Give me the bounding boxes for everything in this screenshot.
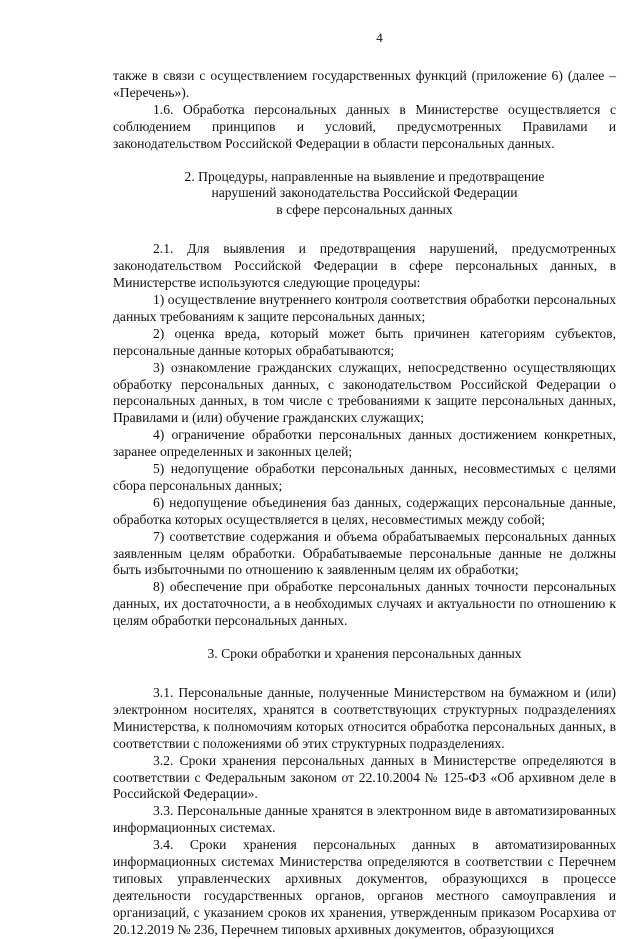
paragraph-3-4: 3.4. Сроки хранения персональных данных в автоматизированных информационных системах Министерства определяются в соответствии с Перечнем типовых управленческих архивных документов, образующихся в процессе деятельности государственных органов, органов местного самоуправления и организаций, с указанием сроков их хранения, утвержденным приказом Росархива от 20.12.2019 № 236, Перечнем типовых архивных документов, образующихся [113,837,616,937]
list-item-2: 2) оценка вреда, который может быть причинен категориям субъектов, персональные данные которых обрабатываются; [113,325,616,358]
section-3-heading [113,646,616,663]
list-item-8: 8) обеспечение при обработке персональных данных точности персональных данных, их достаточности, а в необходимых случаях и актуальности по отношению к целям обработки персональных данных. [113,579,616,629]
list-item-4: 4) ограничение обработки персональных данных достижением конкретных, заранее определенных и законных целей; [113,427,616,460]
section-2-heading-line: в сфере персональных данных [276,202,453,218]
section-2-heading-line: нарушений законодательства Российской Федерации [211,185,518,201]
section-2-heading-line: 2. Процедуры, направленные на выявление и предотвращение [184,168,545,184]
paragraph-continuation: также в связи с осуществлением государственных функций (приложение 6) (далее – «Перечень»). [113,68,616,100]
list-item-3: 3) ознакомление гражданских служащих, непосредственно осуществляющих обработку персональных данных, с законодательством Российской Федерации о персональных данных, в том числе с требованиями к защите персональных данных, Правилами и (или) обучение гражданских служащих; [113,359,616,426]
list-item-5: 5) недопущение обработки персональных данных, несовместимых с целями сбора персональных данных; [113,461,616,493]
list-item-7: 7) соответствие содержания и объема обрабатываемых персональных данных заявленным целям обработки. Обрабатываемые персональные данные не должны быть избыточными по отношению к заявленным целям их обработки; [113,528,616,578]
page-number: 4 [376,30,383,45]
paragraph-3-3: 3.3. Персональные данные хранятся в электронном виде в автоматизированных информационных системах. [113,803,616,836]
list-item-1: 1) осуществление внутреннего контроля соответствия обработки персональных данных требованиям к защите персональных данных; [113,291,616,324]
section-3-heading-line: 3. Сроки обработки и хранения персональных данных [207,646,522,662]
paragraph-1-6: 1.6. Обработка персональных данных в Министерстве осуществляется с соблюдением принципов и условий, предусмотренных Правилами и законодательством Российской Федерации в области персональных данных. [113,101,616,151]
list-item-6: 6) недопущение объединения баз данных, содержащих персональные данные, обработка которых осуществляется в целях, несовместимых между собой; [113,494,616,527]
paragraph-3-1: 3.1. Персональные данные, полученные Министерством на бумажном и (или) электронном носителях, хранятся в соответствующих структурных подразделениях Министерства, к полномочиям которых относится обработка персональных данных, в соответствии с положениями об этих структурных подразделениях. [113,685,616,751]
section-2-heading [113,169,616,220]
paragraph-3-2: 3.2. Сроки хранения персональных данных в Министерстве определяются в соответствии с Федеральным законом от 22.10.2004 № 125-ФЗ «Об архивном деле в Российской Федерации». [113,752,616,802]
paragraph-2-1: 2.1. Для выявления и предотвращения нарушений, предусмотренных законодательством Российской Федерации в сфере персональных данных, в Министерстве используются следующие процедуры: [113,241,616,291]
